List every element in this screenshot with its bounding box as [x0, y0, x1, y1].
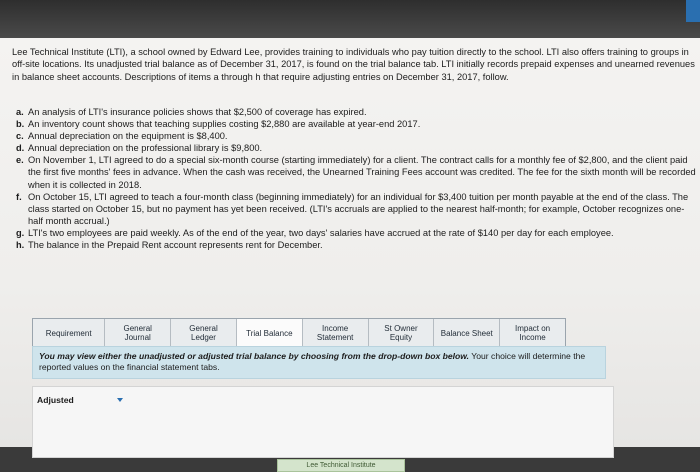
trial-balance-select[interactable] — [37, 393, 123, 407]
worksheet-tabs — [32, 318, 566, 348]
list-item: e. On November 1, LTI agreed to do a special six-month course (starting immediately) for a client. The contract calls for a monthly fee of $2,800, and the client paid the first five months' fees in advance. When the cash was received, the Unearned Training Fees account was credited. The fee for the sixth month will be recorded when it is collected in 2018. — [16, 155, 696, 190]
list-item: a. An analysis of LTI's insurance policies shows that $2,500 of coverage has expired. — [16, 107, 367, 117]
list-item: h. The balance in the Prepaid Rent account represents rent for December. — [16, 240, 323, 251]
notice-emphasis: You may view either the unadjusted or adjusted trial balance by choosing from the drop-down box below. — [39, 351, 470, 361]
select-value: Adjusted — [37, 395, 74, 405]
list-item: c. Annual depreciation on the equipment is $8,400. — [16, 131, 228, 142]
corner-button[interactable] — [686, 0, 700, 22]
list-item: d. Annual depreciation on the professional library is $9,800. — [16, 143, 263, 154]
problem-sheet — [0, 38, 700, 469]
tab-balance-sheet[interactable]: Balance Sheet — [434, 319, 500, 347]
list-item: g. LTI's two employees are paid weekly. As of the end of the year, two days' salaries have accrued at the rate of $140 per day for each employee. — [16, 227, 614, 238]
tab-general-ledger[interactable]: General Ledger — [171, 319, 237, 347]
tab-trial-balance[interactable]: Trial Balance — [237, 319, 303, 347]
tab-requirement[interactable]: Requirement — [33, 319, 105, 347]
notice-rest: Your choice will determine the reported values on the financial statement tabs. — [39, 351, 586, 372]
chevron-down-icon — [117, 398, 123, 402]
tab-impact-on-income[interactable]: Impact on Income — [515, 324, 551, 342]
trial-balance-panel — [32, 386, 614, 469]
adjustment-items-list — [16, 106, 696, 251]
trial-balance-notice — [32, 346, 606, 379]
list-item: f. On October 15, LTI agreed to teach a four-month class (beginning immediately) for an individual for $3,400 tuition per month payable at the end of the class. The class started on October 15, but no payment has yet been received. (LTI's accruals are applied to the nearest half-month; for example, October recognizes one-half month accrual.) — [16, 191, 689, 226]
list-item: b. An inventory count shows that teaching supplies costing $2,880 are available at year-end 2017. — [16, 119, 421, 130]
tab-general-journal[interactable]: General Journal — [105, 319, 171, 347]
institute-header: Lee Technical Institute — [277, 459, 405, 472]
tab-owner-equity[interactable]: St Owner Equity — [369, 319, 435, 347]
tab-income-statement[interactable]: Income Statement — [303, 319, 369, 347]
screen-top-edge — [0, 0, 700, 38]
problem-intro: Lee Technical Institute (LTI), a school owned by Edward Lee, provides training to individuals who pay tuition directly to the school. LTI also offers training to groups in off-site locations. Its unadjusted trial balance as of December 31, 2017, is found on the trial balance tab. LTI initially records prepaid expenses and unearned revenues in balance sheet accounts. Descriptions of items a through h that require adjusting entries on December 31, 2017, follow. — [12, 47, 695, 82]
